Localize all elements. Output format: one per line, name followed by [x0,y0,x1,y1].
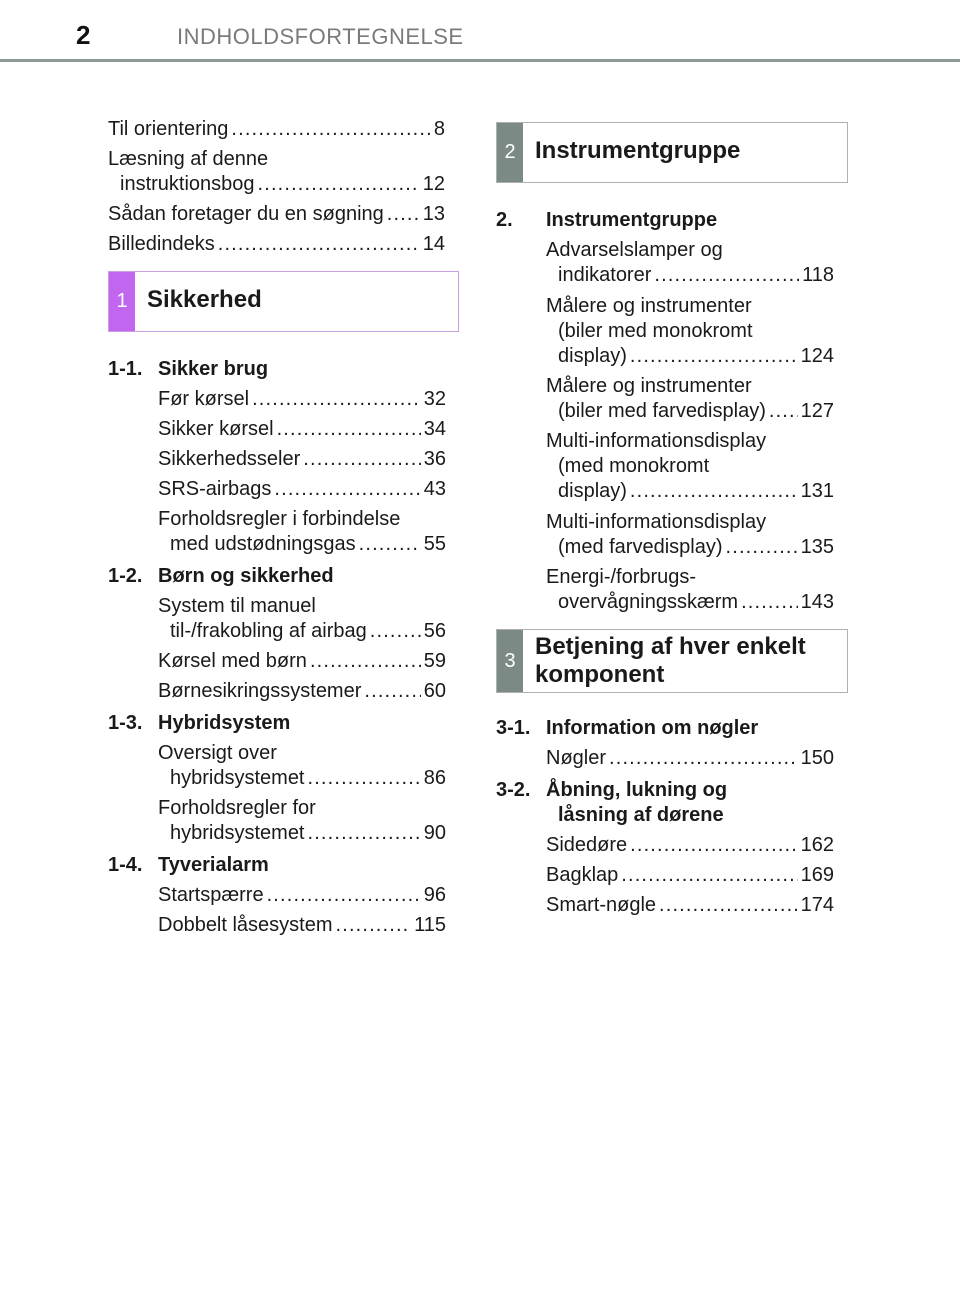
entry-title: (biler med farvedisplay) [558,400,766,422]
chapter-3-title-line2: komponent [535,661,665,688]
entry-title: Sådan foretager du en søgning [108,203,384,225]
toc-entry[interactable] [546,510,834,560]
entry-page: 59 [423,650,446,672]
entry-title: Kørsel med børn [158,650,307,672]
toc-entry-intro-0[interactable] [108,117,445,142]
section-number: 2. [496,209,513,231]
toc-entry[interactable] [158,649,446,674]
section-number: 1-1. [108,358,143,380]
entry-title: Nøgler [546,747,607,769]
entry-page: 150 [800,747,834,769]
entry-title: Børnesikringssystemer [158,680,362,702]
entry-title: Billedindeks [108,233,215,255]
entry-title-line: Målere og instrumenter [546,295,752,317]
toc-entry-intro-1[interactable] [108,147,445,197]
chapter-1-title: Sikkerhed [147,286,262,313]
entry-page: 12 [422,173,445,195]
entry-title-line: Advarselslamper og [546,239,723,261]
entry-title: Sikker kørsel [158,418,274,440]
entry-title: Dobbelt låsesystem [158,914,333,936]
toc-entry[interactable] [546,565,834,615]
entry-page: 118 [802,264,834,286]
chapter-3-box[interactable] [496,629,848,693]
header-title: INDHOLDSFORTEGNELSE [177,24,464,49]
section-number: 1-4. [108,854,143,876]
section-title: Børn og sikkerhed [158,565,334,587]
toc-entry[interactable] [546,893,834,918]
toc-entry-intro-2[interactable] [108,202,445,227]
entry-page: 174 [800,894,834,916]
entry-title-line: Læsning af denne [108,148,269,170]
toc-entry[interactable] [546,746,834,771]
toc-entry[interactable] [546,863,834,888]
entry-title: display) [558,480,627,502]
entry-title-line: Oversigt over [158,742,277,764]
entry-title: med udstødningsgas [170,533,356,555]
entry-page: 115 [414,914,446,936]
entry-page: 131 [800,480,834,502]
entry-page: 90 [423,822,446,844]
chapter-3-title-line1: Betjening af hver enkelt [535,633,806,660]
entry-title: (med farvedisplay) [558,536,723,558]
entry-page: 86 [423,767,446,789]
section-title: Sikker brug [158,358,269,380]
chapter-1-tab: 1 [109,272,135,331]
toc-entry-intro-3[interactable] [108,232,445,257]
entry-page: 55 [423,533,446,555]
entry-page: 32 [423,388,446,410]
chapter-2-title: Instrumentgruppe [535,137,741,164]
toc-entry[interactable] [158,679,446,704]
section-title: Tyverialarm [158,854,269,876]
entry-page: 96 [423,884,446,906]
page-header [0,0,960,62]
toc-entry[interactable] [158,417,446,442]
section-title: Hybridsystem [158,712,291,734]
entry-page: 43 [423,478,446,500]
section-title: Information om nøgler [546,717,759,739]
entry-title: hybridsystemet [170,767,305,789]
chapter-3-title [535,633,806,689]
entry-title: indikatorer [558,264,652,286]
entry-title-line: System til manuel [158,595,316,617]
toc-entry[interactable] [158,507,446,557]
entry-page: 169 [800,864,834,886]
entry-page: 8 [433,118,445,140]
entry-title: Startspærre [158,884,264,906]
entry-page: 34 [423,418,446,440]
entry-title: Sidedøre [546,834,628,856]
chapter-2-tab: 2 [497,123,523,182]
toc-entry[interactable] [158,796,446,846]
toc-entry[interactable] [158,387,446,412]
entry-title: instruktionsbog [120,173,255,195]
entry-title: Smart-nøgle [546,894,657,916]
toc-entry[interactable] [546,294,834,369]
toc-entry[interactable] [158,447,446,472]
entry-page: 13 [422,203,445,225]
toc-entry[interactable] [546,238,834,288]
header-rule [0,59,960,62]
entry-title-line: Energi-/forbrugs- [546,566,697,588]
entry-page: 60 [423,680,446,702]
toc-entry[interactable] [546,429,834,504]
section-title-line: Åbning, lukning og [546,779,728,801]
entry-title-line: (med monokromt [558,455,710,477]
section-number: 1-2. [108,565,143,587]
entry-title: Bagklap [546,864,619,886]
toc-entry[interactable] [158,913,446,938]
entry-title: hybridsystemet [170,822,305,844]
entry-page: 143 [800,591,834,613]
entry-page: 36 [423,448,446,470]
entry-page: 56 [423,620,446,642]
entry-title-line: Forholdsregler for [158,797,316,819]
toc-entry[interactable] [158,477,446,502]
entry-title-line: (biler med monokromt [558,320,753,342]
toc-entry[interactable] [546,374,834,424]
section-title: Instrumentgruppe [546,209,718,231]
entry-title-line: Forholdsregler i forbindelse [158,508,401,530]
toc-entry[interactable] [158,741,446,791]
toc-entry[interactable] [158,883,446,908]
entry-title: Til orientering [108,118,229,140]
entry-title: Sikkerhedsseler [158,448,301,470]
entry-title-line: Multi-informationsdisplay [546,511,767,533]
entry-page: 124 [800,345,834,367]
chapter-1-box[interactable] [108,271,459,332]
entry-title-line: Målere og instrumenter [546,375,752,397]
page-number: 2 [76,20,91,50]
entry-page: 162 [800,834,834,856]
entry-title: SRS-airbags [158,478,272,500]
entry-title: til-/frakobling af airbag [170,620,367,642]
entry-title-line: Multi-informationsdisplay [546,430,767,452]
section-title: låsning af dørene [558,804,724,826]
chapter-2-box[interactable] [496,122,848,183]
entry-title: overvågningsskærm [558,591,739,613]
entry-title: display) [558,345,627,367]
section-number: 3-2. [496,779,531,801]
entry-page: 127 [800,400,834,422]
toc-entry[interactable] [546,833,834,858]
section-number: 1-3. [108,712,143,734]
entry-page: 14 [422,233,445,255]
section-number: 3-1. [496,717,531,739]
chapter-3-tab: 3 [497,630,523,692]
entry-page: 135 [800,536,834,558]
entry-title: Før kørsel [158,388,250,410]
toc-entry[interactable] [158,594,446,644]
